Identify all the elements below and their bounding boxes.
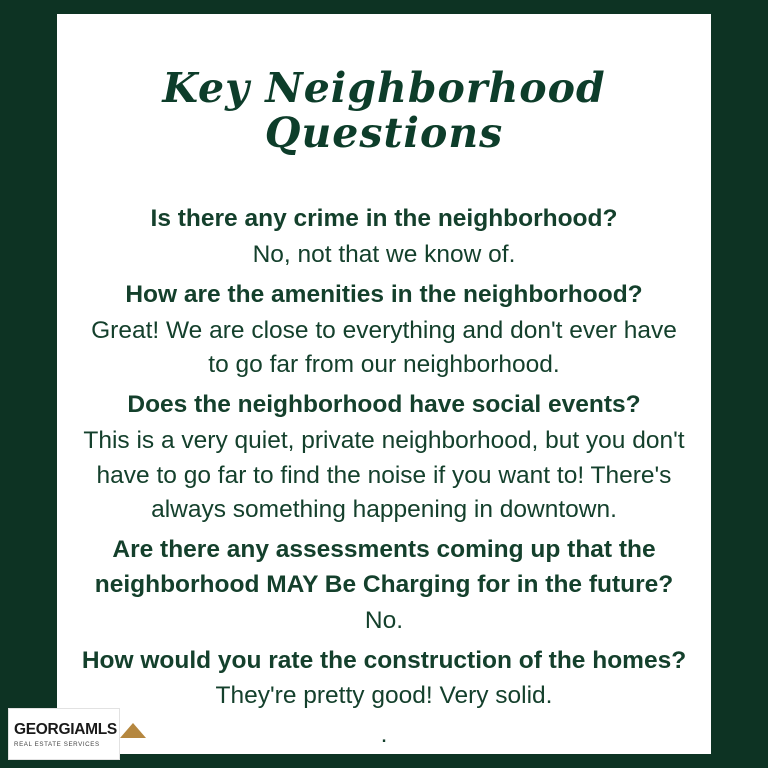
qa-list bbox=[57, 202, 711, 753]
watermark-wordmark: GEORGIAMLS bbox=[14, 721, 117, 738]
question-assessments: Are there any assessments coming up that the neighborhood MAY Be Charging for in the future? bbox=[94, 536, 674, 598]
answer-construction: They're pretty good! Very solid. bbox=[215, 682, 553, 710]
answer-assessments: No. bbox=[364, 606, 404, 634]
georgia-mls-watermark bbox=[8, 708, 120, 760]
answer-crime: No, not that we know of. bbox=[252, 240, 516, 268]
question-amenities: How are the amenities in the neighborhood? bbox=[125, 280, 643, 308]
flyer-card bbox=[57, 14, 711, 754]
watermark-top-row bbox=[14, 721, 117, 739]
question-construction: How would you rate the construction of the homes? bbox=[81, 646, 687, 674]
question-crime: Is there any crime in the neighborhood? bbox=[150, 205, 618, 233]
page-title: Key Neighborhood Questions bbox=[162, 64, 606, 158]
answer-amenities: Great! We are close to everything and don't ever have to go far from our neighborhood. bbox=[91, 316, 677, 379]
question-social-events: Does the neighborhood have social events? bbox=[127, 391, 641, 419]
watermark-tagline: REAL ESTATE SERVICES bbox=[14, 741, 100, 748]
trailing-dot: . bbox=[380, 721, 388, 749]
house-roof-icon bbox=[120, 723, 146, 738]
answer-social-events: This is a very quiet, private neighborhood, but you don't have to go far to find the noise if you want to! There's always something happening in downtown. bbox=[83, 426, 685, 524]
